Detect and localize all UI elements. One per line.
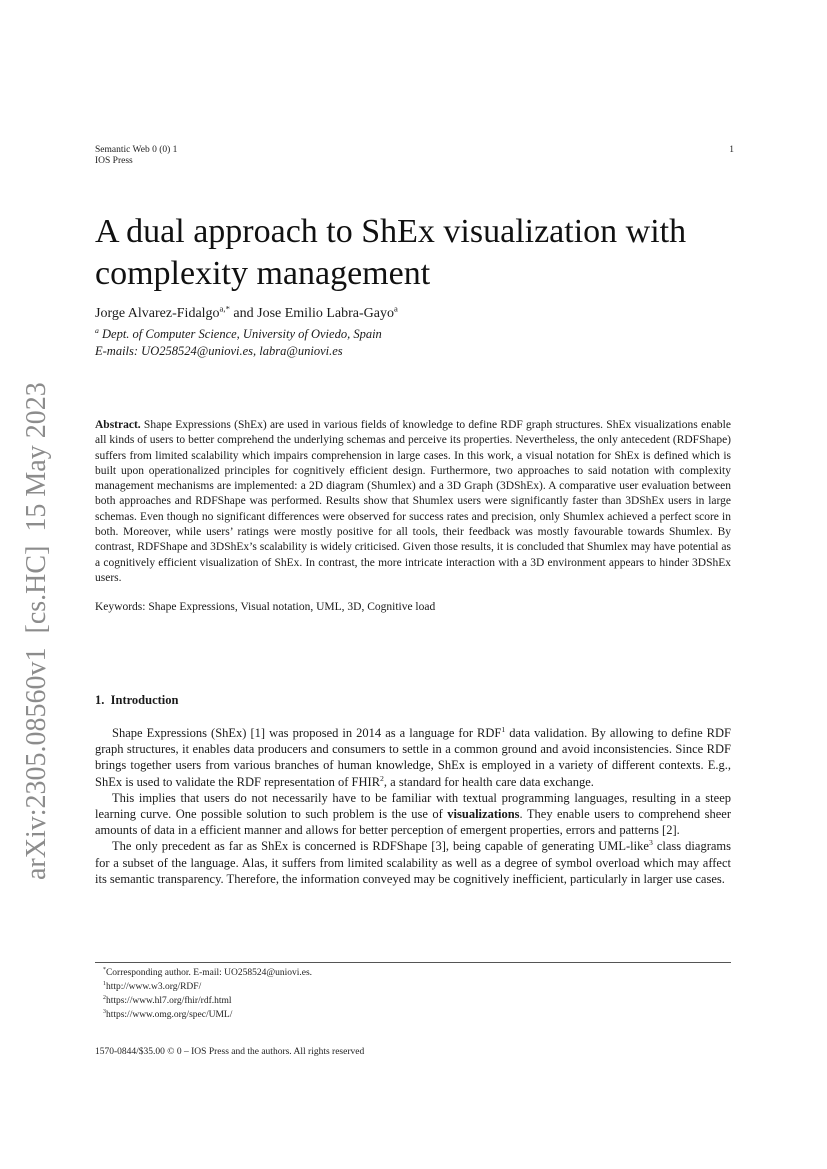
- footnote-text: Corresponding author. E-mail: UO258524@uniovi.es.: [105, 968, 313, 978]
- affiliation-text: Dept. of Computer Science, University of Oviedo, Spain: [98, 327, 382, 341]
- paragraph-2: [95, 790, 731, 839]
- paragraph-3: [95, 838, 731, 887]
- section-heading: 1. Introduction: [95, 693, 179, 707]
- footnote-link[interactable]: https://www.hl7.org/fhir/rdf.html: [105, 996, 232, 1006]
- abstract-label: Abstract.: [95, 419, 141, 431]
- footnote-mark: 3: [103, 1008, 106, 1015]
- footnote-1: [103, 980, 723, 994]
- author-1-marks: a,*: [219, 303, 230, 314]
- title-line-2: complexity management: [95, 255, 431, 292]
- footnote-ref-2: 2: [380, 773, 384, 783]
- copyright-notice: 1570-0844/$35.00 © 0 – IOS Press and the authors. All rights reserved: [95, 1047, 365, 1057]
- affiliation-mark: a: [95, 325, 99, 335]
- p3-text-b: class diagrams for a subset of the language. Alas, it suffers from limited scalability as well as a degree of symbol overload which may affect its semantic transparency. Therefore, the information conveyed may be cognitively inefficient, particularly in larger use cases.: [95, 839, 731, 886]
- affiliation: [95, 326, 735, 343]
- footnote-mark: 1: [103, 980, 106, 987]
- p1-text-c: , a standard for health care data exchange.: [383, 774, 594, 789]
- footnote-3: [103, 1008, 723, 1022]
- p1-text-a: Shape Expressions (ShEx) [1] was proposed in 2014 as a language for RDF: [112, 726, 502, 740]
- p2-text-b: . They enable users to comprehend sheer amounts of data in a efficient manner and allows for better perception of emergent properties, errors and patterns [2].: [95, 807, 731, 838]
- footnote-divider: [95, 962, 731, 963]
- abstract: [95, 418, 731, 586]
- footnote-link[interactable]: https://www.omg.org/spec/UML/: [105, 1010, 233, 1020]
- page-number: 1: [729, 145, 734, 155]
- paragraph-1: [95, 725, 731, 790]
- keywords: Keywords: Shape Expressions, Visual notation, UML, 3D, Cognitive load: [95, 601, 436, 613]
- author-1: Jorge Alvarez-Fidalgo: [95, 306, 220, 321]
- p2-bold-term: visualizations: [447, 807, 520, 822]
- author-2-mark: a: [393, 303, 398, 314]
- footnote-2: [103, 994, 723, 1008]
- section-body: [95, 725, 731, 887]
- footnote-corresponding: [103, 966, 723, 980]
- footnotes: [103, 966, 723, 1022]
- p3-text-a: The only precedent as far as ShEx is concerned is RDFShape [3], being capable of generating UML-like: [112, 839, 649, 854]
- footnote-mark: *: [103, 966, 106, 973]
- footnote-mark: 2: [103, 994, 106, 1001]
- p1-text-b: data validation. By allowing to define RDF graph structures, it enables data producers and consumers to settle in a common ground and avoid inconsistencies. Since RDF brings together users from various branches of human knowledge, ShEx is employed in a variety of different contexts. E.g., ShEx is used to validate the RDF representation of FHIR: [95, 726, 732, 789]
- author-list: [95, 305, 735, 323]
- p2-text-a: This implies that users do not necessarily have to be familiar with textual programming languages, resulting in a steep learning curve. One possible solution to such problem is the use of: [95, 790, 731, 822]
- arxiv-stamp: arXiv:2305.08560v1 [cs.HC] 15 May 2023: [21, 382, 52, 880]
- author-emails: E-mails: UO258524@uniovi.es, labra@uniovi.es: [95, 344, 343, 358]
- footnote-ref-1: 1: [501, 724, 506, 734]
- footnote-link[interactable]: http://www.w3.org/RDF/: [105, 982, 202, 992]
- title-line-1: A dual approach to ShEx visualization with: [95, 213, 687, 250]
- publisher-name: IOS Press: [95, 156, 133, 166]
- author-conjunction: and: [229, 306, 258, 321]
- journal-info: [95, 145, 177, 167]
- paper-title: [95, 211, 755, 295]
- footnote-ref-3: 3: [648, 838, 653, 848]
- journal-name: Semantic Web 0 (0) 1: [95, 145, 178, 155]
- author-2: Jose Emilio Labra-Gayo: [257, 306, 394, 321]
- abstract-text: Shape Expressions (ShEx) are used in various fields of knowledge to define RDF graph structures. ShEx visualizations enable all kinds of users to better comprehend the underlying schemas and perceive its properties. Nevertheless, the only antecedent (RDFShape) suffers from limited scalability which impairs comprehension in large cases. In this work, a visual notation for ShEx is defined which is built upon operationalized principles for cognitively efficient design. Furthermore, two approaches to said notation with complexity management mechanisms are implemented: a 2D diagram (Shumlex) and a 3D Graph (3DShEx). A comparative user evaluation between both approaches and RDFShape was performed. Results show that Shumlex users were significantly faster than 3DShEx users in large schemas. Even though no significant differences were observed for success rates and precision, only Shumlex achieved a perfect score in both. Moreover, while users’ ratings were mostly positive for all tools, their feedback was mostly favourable towards Shumlex. By contrast, RDFShape and 3DShEx’s scalability is widely criticised. Given those results, it is concluded that Shumlex may have potential as a cognitively efficient visualization of ShEx. In contrast, the more intricate interaction with a 3D environment appears to hinder 3DShEx users.: [95, 419, 731, 584]
